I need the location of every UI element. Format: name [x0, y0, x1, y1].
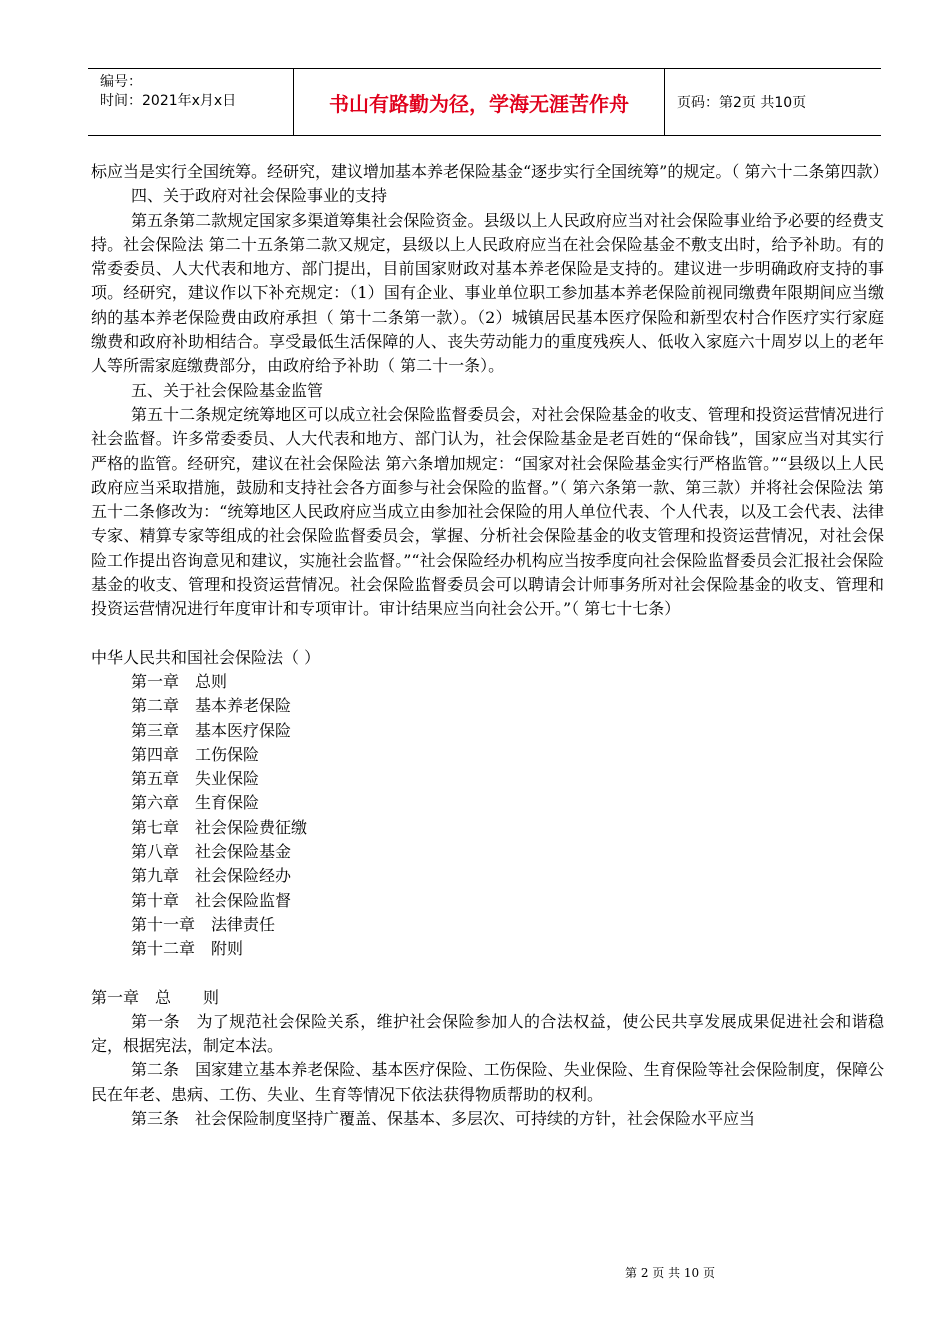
section-heading: 五、关于社会保险基金监管	[131, 380, 324, 400]
document-time-label: 时间：2021年x月x日	[100, 93, 237, 109]
document-number-label: 编号：	[100, 74, 142, 90]
document-body	[91, 160, 889, 1131]
toc-item: 第十二章 附则	[131, 939, 244, 959]
toc-item: 第十一章 法律责任	[131, 914, 276, 934]
paragraph: 标应当是实行全国统筹。经研究，建议增加基本养老保险基金“逐步实行全国统筹”的规定。（ 第六十二条第四款）	[91, 162, 889, 181]
header-motto: 书山有路勤为径，学海无涯苦作舟	[293, 69, 665, 135]
article: 第三条 社会保险制度坚持广覆盖、保基本、多层次、可持续的方针，社会保险水平应当	[131, 1108, 756, 1128]
header-page-label: 页码：第2页 共10页	[677, 95, 807, 111]
toc-item: 第三章 基本医疗保险	[131, 720, 292, 740]
toc-item: 第七章 社会保险费征缴	[131, 817, 308, 837]
table-of-contents	[91, 670, 884, 962]
paragraph: 第五条第二款规定国家多渠道筹集社会保险资金。县级以上人民政府应当对社会保险事业给予必要的经费支持。社会保险法 第二十五条第二款又规定，县级以上人民政府应当在社会保险基金不敷支出时，给予补助。有的常委委员、人大代表和地方、部门提出，目前国家财政对基本养老保险是支持的。建议进一步明确政府支持的事项。经研究，建议作以下补充规定：（1）国有企业、事业单位职工参加基本养老保险前视同缴费年限期间应当缴纳的基本养老保险费由政府承担（ 第十二条第一款）。（2）城镇居民基本医疗保险和新型农村合作医疗实行家庭缴费和政府补助相结合。享受最低生活保障的人、丧失劳动能力的重度残疾人、低收入家庭六十周岁以上的老年人等所需家庭缴费部分，由政府给予补助（ 第二十一条）。	[91, 210, 884, 376]
toc-item: 第一章 总则	[131, 671, 228, 691]
article: 第一条 为了规范社会保险关系，维护社会保险参加人的合法权益，使公民共享发展成果促进社会和谐稳定，根据宪法，制定本法。	[91, 1011, 884, 1056]
page-footer: 第 2 页 共 10 页	[625, 1266, 715, 1280]
section-heading: 四、关于政府对社会保险事业的支持	[131, 186, 388, 206]
toc-item: 第六章 生育保险	[131, 793, 260, 813]
toc-item: 第二章 基本养老保险	[131, 696, 292, 716]
header-meta	[88, 69, 293, 135]
page-header	[88, 68, 881, 136]
chapter-heading: 第一章 总 则	[91, 987, 220, 1007]
toc-item: 第八章 社会保险基金	[131, 842, 292, 862]
toc-item: 第九章 社会保险经办	[131, 866, 292, 886]
paragraph: 第五十二条规定统筹地区可以成立社会保险监督委员会，对社会保险基金的收支、管理和投资运营情况进行社会监督。许多常委委员、人大代表和地方、部门认为，社会保险基金是老百姓的“保命钱”，国家应当对其实行严格的监管。经研究，建议在社会保险法 第六条增加规定：“国家对社会保险基金实行严格监管。”“县级以上人民政府应当采取措施，鼓励和支持社会各方面参与社会保险的监督。”（ 第六条第一款、第三款）并将社会保险法 第五十二条修改为：“统筹地区人民政府应当成立由参加社会保险的用人单位代表、个人代表，以及工会代表、法律专家、精算专家等组成的社会保险监督委员会，掌握、分析社会保险基金的收支管理和投资运营情况，对社会保险工作提出咨询意见和建议，实施社会监督。”“社会保险经办机构应当按季度向社会保险监督委员会汇报社会保险基金的收支、管理和投资运营情况。社会保险监督委员会可以聘请会计师事务所对社会保险基金的收支、管理和投资运营情况进行年度审计和专项审计。审计结果应当向社会公开。”（ 第七十七条）	[91, 404, 884, 619]
toc-item: 第五章 失业保险	[131, 769, 260, 789]
toc-item: 第四章 工伤保险	[131, 744, 260, 764]
toc-item: 第十章 社会保险监督	[131, 890, 292, 910]
law-title: 中华人民共和国社会保险法（ ）	[91, 647, 321, 667]
article: 第二条 国家建立基本养老保险、基本医疗保险、工伤保险、失业保险、生育保险等社会保险制度，保障公民在年老、患病、工伤、失业、生育等情况下依法获得物质帮助的权利。	[91, 1060, 884, 1104]
